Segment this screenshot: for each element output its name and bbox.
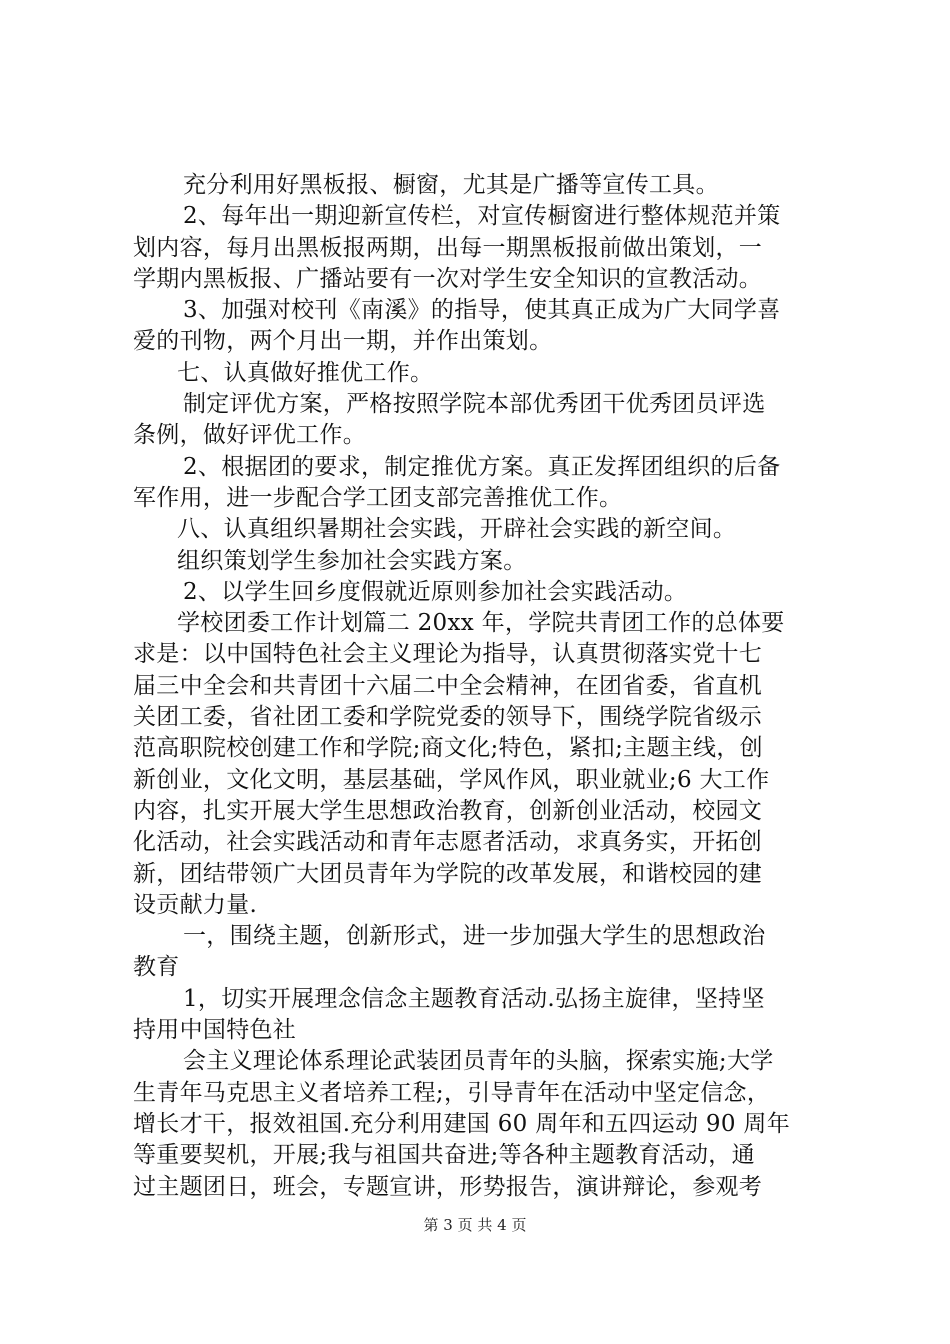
text-line: 生青年马克思主义者培养工程;，引导青年在活动中坚定信念，: [133, 1079, 771, 1106]
text-line: 组织策划学生参加社会实践方案。: [177, 547, 527, 574]
text-line: 制定评优方案，严格按照学院本部优秀团干优秀团员评选: [183, 391, 766, 418]
text-line: 1，切实开展理念信念主题教育活动.弘扬主旋律，坚持坚: [183, 985, 765, 1012]
text-line: 关团工委，省社团工委和学院党委的领导下，围绕学院省级示: [133, 704, 763, 731]
text-line: 内容，扎实开展大学生思想政治教育，创新创业活动，校园文: [133, 797, 763, 824]
text-line: 条例，做好评优工作。: [133, 422, 366, 449]
section-heading-7: 七、认真做好推优工作。: [177, 359, 434, 386]
text-line: 新，团结带领广大团员青年为学院的改革发展，和谐校园的建: [133, 860, 763, 887]
text-line: 新创业，文化文明，基层基础，学风作风，职业就业;6 大工作: [133, 766, 770, 793]
page-number-footer: 第 3 页 共 4 页: [423, 1216, 527, 1234]
section-heading-8: 八、认真组织暑期社会实践，开辟社会实践的新空间。: [177, 516, 737, 543]
text-line: 届三中全会和共青团十六届二中全会精神，在团省委，省直机: [133, 672, 763, 699]
text-line: 教育: [133, 954, 180, 981]
text-line: 3、加强对校刊《南溪》的指导，使其真正成为广大同学喜: [183, 297, 781, 324]
text-line: 2、以学生回乡度假就近原则参加社会实践活动。: [183, 578, 688, 605]
text-line: 军作用，进一步配合学工团支部完善推优工作。: [133, 484, 623, 511]
text-line: 2、根据团的要求，制定推优方案。真正发挥团组织的后备: [183, 453, 781, 480]
text-line: 化活动，社会实践活动和青年志愿者活动，求真务实，开拓创: [133, 829, 763, 856]
body-text: [133, 170, 833, 1203]
section-heading-1: 一，围绕主题，创新形式，进一步加强大学生的思想政治: [183, 923, 766, 950]
text-line: 会主义理论体系理论武装团员青年的头脑，探索实施;大学: [183, 1048, 774, 1075]
text-line: 等重要契机，开展;我与祖国共奋进;等各种主题教育活动，通: [133, 1142, 755, 1169]
text-line: 划内容，每月出黑板报两期，出每一期黑板报前做出策划，一: [133, 234, 763, 261]
text-line: 学期内黑板报、广播站要有一次对学生安全知识的宣教活动。: [133, 265, 763, 292]
text-line: 范高职院校创建工作和学院;商文化;特色，紧扣;主题主线，创: [133, 735, 763, 762]
text-line: 爱的刊物，两个月出一期，并作出策划。: [133, 328, 553, 355]
text-line: 求是：以中国特色社会主义理论为指导，认真贯彻落实党十七: [133, 641, 763, 668]
text-line: 学校团委工作计划篇二 20xx 年，学院共青团工作的总体要: [177, 610, 785, 637]
text-line: 过主题团日，班会，专题宣讲，形势报告，演讲辩论，参观考: [133, 1173, 763, 1200]
text-line: 设贡献力量.: [133, 891, 258, 918]
text-line: 充分利用好黑板报、橱窗，尤其是广播等宣传工具。: [183, 172, 719, 198]
text-line: 2、每年出一期迎新宣传栏，对宣传橱窗进行整体规范并策: [183, 203, 781, 230]
text-line: 增长才干，报效祖国.充分利用建国 60 周年和五四运动 90 周年: [133, 1110, 790, 1137]
text-line: 持用中国特色社: [133, 1017, 297, 1044]
